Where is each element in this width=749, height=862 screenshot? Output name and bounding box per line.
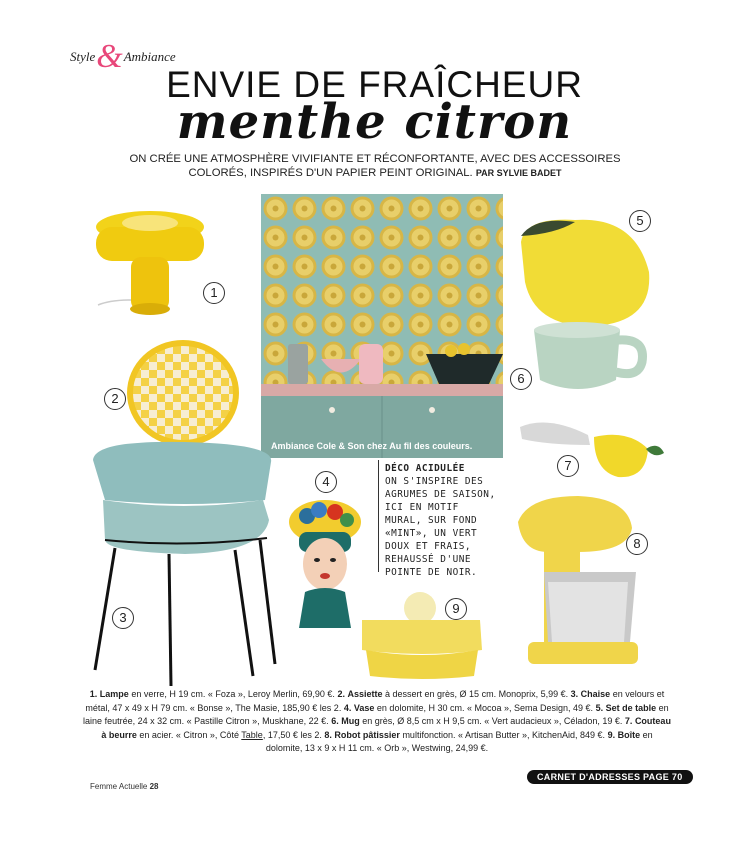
title-line-1: ENVIE DE FRAÎCHEUR xyxy=(166,64,583,105)
deco-line: «MINT», UN VERT xyxy=(385,528,478,539)
deco-line: ICI EN MOTIF xyxy=(385,502,459,513)
credit-assiette: Assiette xyxy=(347,689,383,699)
photo-caption: Ambiance Cole & Son chez Au fil des couleurs. xyxy=(271,441,473,451)
title-line-2: menthe citron xyxy=(176,94,573,150)
number-badge-1: 1 xyxy=(203,282,225,304)
credit-mug: Mug xyxy=(341,716,360,726)
number-badge-4: 4 xyxy=(315,471,337,493)
credit-couteau: Couteau à beurre xyxy=(101,716,671,740)
number-badge-7: 7 xyxy=(557,455,579,477)
rubric-ambiance: Ambiance xyxy=(123,49,176,64)
chair-image xyxy=(85,440,285,688)
mixer-image xyxy=(508,492,648,670)
countertop xyxy=(261,384,503,396)
folio xyxy=(90,782,159,791)
mug-image xyxy=(528,320,648,398)
plate-image xyxy=(125,338,241,448)
number-badge-8: 8 xyxy=(626,533,648,555)
credit-chaise: Chaise xyxy=(580,689,611,699)
credit-boite: Boîte xyxy=(617,729,641,740)
number-badge-6: 6 xyxy=(510,368,532,390)
address-book-badge: CARNET D'ADRESSES PAGE 70 xyxy=(527,770,693,784)
credit-vase: Vase xyxy=(353,702,375,713)
deco-rule xyxy=(378,460,379,572)
box-image xyxy=(358,590,488,680)
rubric-style: Style xyxy=(70,49,96,64)
credit-set-de-table: Set de table xyxy=(605,702,657,713)
intro-paragraph xyxy=(110,152,640,180)
deco-heading: DÉCO ACIDULÉE xyxy=(385,463,465,474)
number-badge-5: 5 xyxy=(629,210,651,232)
credits: 1. Lampe en verre, H 19 cm. « Foza », Leroy Merlin, 69,90 €. 2. Assiette à dessert en grès, Ø 15 cm. Monoprix, 5,99 €. 3. Chaise en velours et métal, 47 x 49 x H 79 cm. « Bonse », The Masie, 185,90 € les 2. 4. Vase en dolomite, H 30 cm. « Mocoa », Sema Design, 49 €. 5. Set de table en laine feutrée, 24 x 32 cm. « Pastille Citron », Muskhane, 22 €. 6. Mug en grès, Ø 8,5 cm x H 9,5 cm. « Vert audacieux », Céladon, 19 €. 7. Couteau à beurre en acier. « Citron », Côté Table, 17,50 € les 2. 8. Robot pâtissier multifonction. « Artisan Butter », KitchenAid, 849 €. 9. Boîte en dolomite, 13 x 9 x H 11 cm. « Orb », Westwing, 24,99 €. xyxy=(83,689,671,753)
deco-line: AGRUMES DE SAISON, xyxy=(385,489,496,500)
deco-line: REHAUSSÉ D'UNE xyxy=(385,554,472,565)
vase-image xyxy=(285,492,365,632)
lamp-image xyxy=(95,205,205,320)
rubric-ampersand: & xyxy=(96,38,123,75)
deco-line: ON S'INSPIRE DES xyxy=(385,476,484,487)
number-badge-9: 9 xyxy=(445,598,467,620)
deco-line: DOUX ET FRAIS, xyxy=(385,541,472,552)
credit-robot: Robot pâtissier xyxy=(334,729,400,740)
credit-lampe: Lampe xyxy=(99,689,129,699)
intro-text: ON CRÉE UNE ATMOSPHÈRE VIVIFIANTE ET RÉCONFORTANTE, AVEC DES ACCESSOIRES COLORÉS, INSPIRÉS D'UN PAPIER PEINT ORIGINAL. xyxy=(129,153,621,179)
deco-line: MURAL, SUR FOND xyxy=(385,515,478,526)
ambiance-photo xyxy=(261,194,503,458)
page-number: 28 xyxy=(149,782,159,791)
knife-image xyxy=(518,415,668,485)
deco-line: POINTE DE NOIR. xyxy=(385,567,478,578)
magazine-name: Femme Actuelle xyxy=(90,782,148,791)
byline: PAR SYLVIE BADET xyxy=(475,168,562,178)
number-badge-3: 3 xyxy=(112,607,134,629)
deco-text xyxy=(385,462,505,579)
number-badge-2: 2 xyxy=(104,388,126,410)
